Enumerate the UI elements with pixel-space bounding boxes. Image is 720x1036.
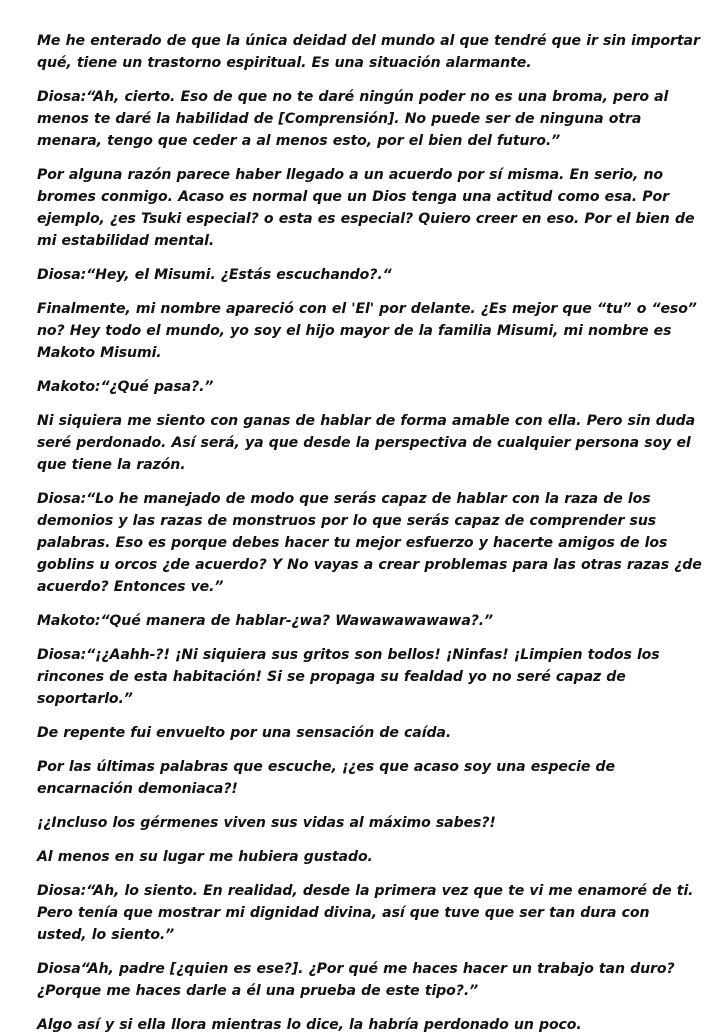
paragraph-12: Por las últimas palabras que escuche, ¡¿es que acaso soy una especie de encarnación demoniaca?! <box>37 759 615 797</box>
paragraph-8: Diosa:“Lo he manejado de modo que serás capaz de hablar con la raza de los demonios y las razas de monstruos por lo que serás capaz de comprender sus palabras. Eso es porque debes hacer tu mejor esfuerzo y hacerte amigos de los goblins u orcos ¿de acuerdo? Y No vayas a crear problemas para las otras razas ¿de acuerdo? Entonces ve.” <box>37 491 702 595</box>
paragraph-16: Diosa“Ah, padre [¿quien es ese?]. ¿Por qué me haces hacer un trabajo tan duro? ¿Porque me haces darle a él una prueba de este tipo?.” <box>37 961 675 999</box>
paragraph-17: Algo así y si ella llora mientras lo dice, la habría perdonado un poco. <box>37 1017 582 1033</box>
paragraph-1: Me he enterado de que la única deidad del mundo al que tendré que ir sin importar qué, tiene un trastorno espiritual. Es una situación alarmante. <box>37 33 700 71</box>
paragraph-2: Diosa:“Ah, cierto. Eso de que no te daré ningún poder no es una broma, pero al menos te daré la habilidad de [Comprensión]. No puede ser de ninguna otra menara, tengo que ceder a al menos esto, por el bien del futuro.” <box>37 89 669 149</box>
paragraph-6: Makoto:“¿Qué pasa?.” <box>37 379 214 395</box>
paragraph-10: Diosa:“¡¿Aahh-?! ¡Ni siquiera sus gritos son bellos! ¡Ninfas! ¡Limpien todos los rincones de esta habitación! Si se propaga su fealdad yo no seré capaz de soportarlo.” <box>37 647 660 707</box>
paragraph-4: Diosa:“Hey, el Misumi. ¿Estás escuchando?.“ <box>37 267 392 283</box>
paragraph-11: De repente fui envuelto por una sensación de caída. <box>37 725 452 741</box>
paragraph-3: Por alguna razón parece haber llegado a un acuerdo por sí misma. En serio, no bromes conmigo. Acaso es normal que un Dios tenga una actitud como esa. Por ejemplo, ¿es Tsuki especial? o esta es especial? Quiero creer en eso. Por el bien de mi estabilidad mental. <box>37 167 695 249</box>
paragraph-7: Ni siquiera me siento con ganas de hablar de forma amable con ella. Pero sin duda seré perdonado. Así será, ya que desde la perspectiva de cualquier persona soy el que tiene la razón. <box>37 413 696 473</box>
paragraph-5: Finalmente, mi nombre apareció con el 'El' por delante. ¿Es mejor que “tu” o “eso” no? Hey todo el mundo, yo soy el hijo mayor de la familia Misumi, mi nombre es Makoto Misumi. <box>37 301 697 361</box>
paragraph-15: Diosa:“Ah, lo siento. En realidad, desde la primera vez que te vi me enamoré de ti. Pero tenía que mostrar mi dignidad divina, así que tuve que ser tan dura con usted, lo siento.” <box>37 883 694 943</box>
paragraph-14: Al menos en su lugar me hubiera gustado. <box>37 849 373 865</box>
paragraph-13: ¡¿Incluso los gérmenes viven sus vidas al máximo sabes?! <box>37 815 496 831</box>
paragraph-9: Makoto:“Qué manera de hablar-¿wa? Wawawawawawa?.” <box>37 613 494 629</box>
